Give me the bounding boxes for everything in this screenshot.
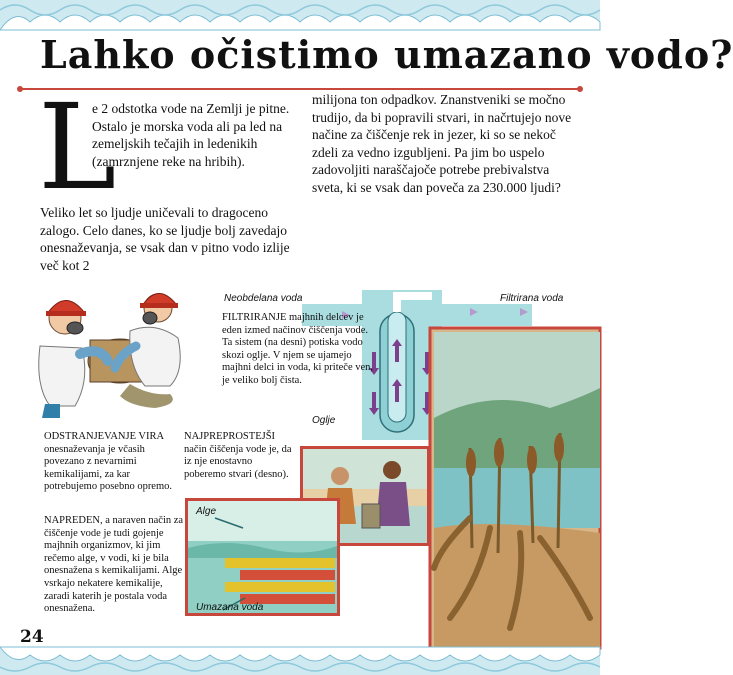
algae-label: Alge — [196, 506, 217, 517]
workers-illustration — [20, 276, 200, 426]
simplest-caption: NAJPREPROSTEJŠI način čiščenja vode je, da iz nje enostavno poberemo stvari (desno). — [184, 431, 292, 480]
advanced-caption: NAPREDEN, a naraven način za čiščenje vode je tudi gojenje majhnih organizmov, ki jim rečemo alge, v vodi, ki je bila onesnažena s kemikalijami. Alge vsrkajo nekatere kemikalije, zaradi katerih je postala voda onesnažena. — [44, 515, 184, 615]
removal-caption: ODSTRANJEVANJE VIRA onesnaževanja je včasih povezano z nevarnimi kemikalijami, za kar potrebujemo posebno opremo. — [44, 431, 173, 493]
filtered-water-label: Filtrirana voda — [500, 293, 564, 304]
raw-water-label: Neobdelana voda — [224, 293, 303, 304]
polluted-water-label: Umazana voda — [196, 602, 264, 613]
bottom-wave-border — [0, 647, 600, 675]
river-scene-illustration — [430, 328, 600, 648]
charcoal-label: Oglje — [312, 415, 336, 426]
page-title: Lahko očistimo umazano vodo? — [40, 32, 733, 77]
intro-paragraph-narrow: e 2 odstotka vode na Zemlji je pitne. Ostalo je morska voda ali pa led na zemeljskih tečajih in ledenikih (zamrznjene reke na hribih). — [92, 101, 290, 169]
filter-caption: FILTRIRANJE majhnih delcev je eden izmed načinov čiščenja vode. Ta sistem (na desni) potiska vodo skozi oglje. V njem se ujamejo majhni delci in voda, ki priteče ven, je veliko bolj čista. — [222, 312, 374, 386]
page-number: 24 — [20, 627, 44, 647]
drop-cap: L — [38, 78, 117, 216]
intro-paragraph-wide: Veliko let so ljudje uničevali to dragoceno zalogo. Celo danes, ko se ljudje bolj zavedajo onesnaževanja, se vsak dan v pitno vodo izlije več kot 2 — [40, 205, 290, 273]
intro-paragraph-right: milijona ton odpadkov. Znanstveniki se močno trudijo, da bi popravili stvari, in načrtujejo nove načine za čiščenje rek in jezer, ki so se nekoč zdeli za vedno izgubljeni. Pa jim bo uspelo zadovoljiti naraščajoče potrebe prebivalstva sveta, ki se vsak dan poveča za 230.000 ljudi? — [312, 92, 572, 195]
top-wave-border — [0, 0, 600, 30]
